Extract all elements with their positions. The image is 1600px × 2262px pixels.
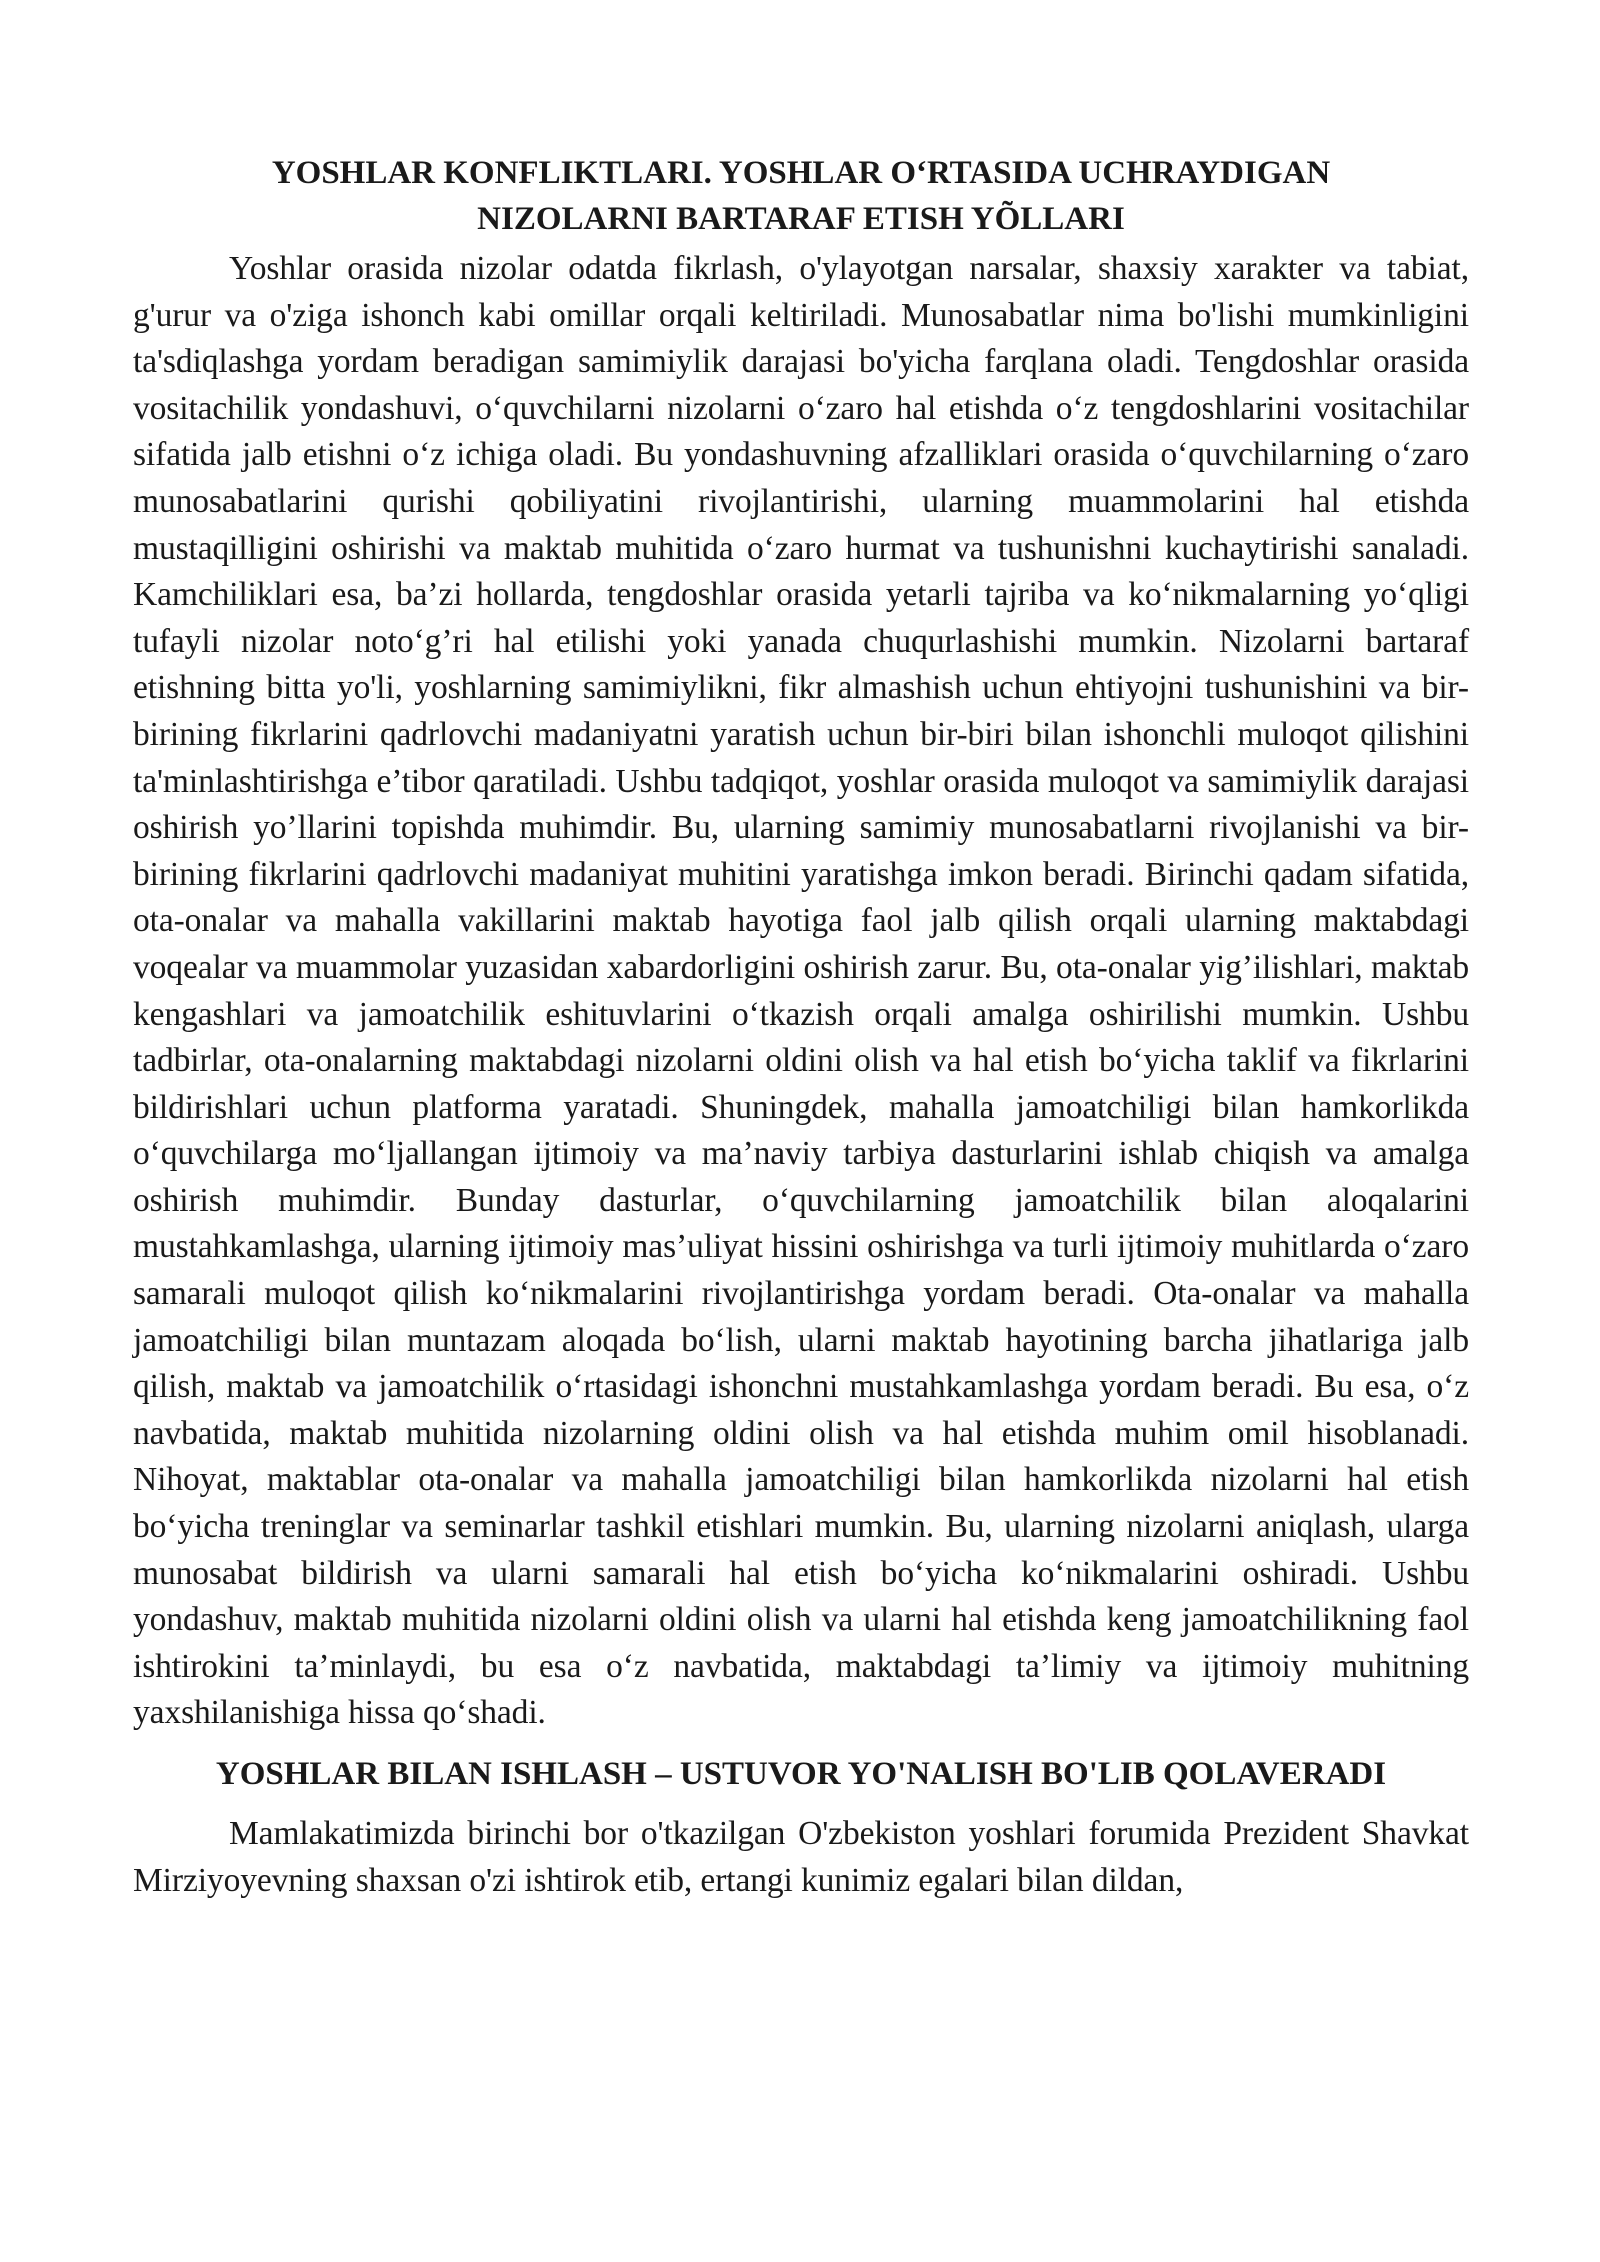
document-title — [133, 150, 1469, 242]
section-heading: YOSHLAR BILAN ISHLASH – USTUVOR YO'NALISH BO'LIB QOLAVERADI — [215, 1756, 1387, 1792]
document-page — [133, 150, 1469, 1904]
body-paragraph-1: Yoshlar orasida nizolar odatda fikrlash, o'ylayotgan narsalar, shaxsiy xarakter va tabiat, g'urur va o'ziga ishonch kabi omillar orqali keltiriladi. Munosabatlar nima bo'lishi mumkinligini ta'sdiqlashga yordam beradigan samimiylik darajasi bo'yicha farqlana oladi. Tengdoshlar orasida vositachilik yondashuvi, o‘quvchilarni nizolarni o‘zaro hal etishda o‘z tengdoshlarini vositachilar sifatida jalb etishni o‘z ichiga oladi. Bu yondashuvning afzalliklari orasida o‘quvchilarning o‘zaro munosabatlarini qurishi qobiliyatini rivojlantirishi, ularning muammolarini hal etishda mustaqilligini oshirishi va maktab muhitida o‘zaro hurmat va tushunishni kuchaytirishi sanaladi. Kamchiliklari esa, ba’zi hollarda, tengdoshlar orasida yetarli tajriba va ko‘nikmalarning yo‘qligi tufayli nizolar noto‘g’ri hal etilishi yoki yanada chuqurlashishi mumkin. Nizolarni bartaraf etishning bitta yo'li, yoshlarning samimiylikni, fikr almashish uchun ehtiyojni tushunishini va bir-birining fikrlarini qadrlovchi madaniyatni yaratish uchun bir-biri bilan ishonchli muloqot qilishini ta'minlashtirishga e’tibor qaratiladi. Ushbu tadqiqot, yoshlar orasida muloqot va samimiylik darajasi oshirish yo’llarini topishda muhimdir. Bu, ularning samimiy munosabatlarni rivojlanishi va bir-birining fikrlarini qadrlovchi madaniyat muhitini yaratishga imkon beradi. Birinchi qadam sifatida, ota-onalar va mahalla vakillarini maktab hayotiga faol jalb qilish orqali ularning maktabdagi voqealar va muammolar yuzasidan xabardorligini oshirish zarur. Bu, ota-onalar yig’ilishlari, maktab kengashlari va jamoatchilik eshituvlarini o‘tkazish orqali amalga oshirilishi mumkin. Ushbu tadbirlar, ota-onalarning maktabdagi nizolarni oldini olish va hal etish bo‘yicha taklif va fikrlarini bildirishlari uchun platforma yaratadi. Shuningdek, mahalla jamoatchiligi bilan hamkorlikda o‘quvchilarga mo‘ljallangan ijtimoiy va ma’naviy tarbiya dasturlarini ishlab chiqish va amalga oshirish muhimdir. Bunday dasturlar, o‘quvchilarning jamoatchilik bilan aloqalarini mustahkamlashga, ularning ijtimoiy mas’uliyat hissini oshirishga va turli ijtimoiy muhitlarda o‘zaro samarali muloqot qilish ko‘nikmalarini rivojlantirishga yordam beradi. Ota-onalar va mahalla jamoatchiligi bilan muntazam aloqada bo‘lish, ularni maktab hayotining barcha jihatlariga jalb qilish, maktab va jamoatchilik o‘rtasidagi ishonchni mustahkamlashga yordam beradi. Bu esa, o‘z navbatida, maktab muhitida nizolarning oldini olish va hal etishda muhim omil hisoblanadi. Nihoyat, maktablar ota-onalar va mahalla jamoatchiligi bilan hamkorlikda nizolarni hal etish bo‘yicha treninglar va seminarlar tashkil etishlari mumkin. Bu, ularning nizolarni aniqlash, ularga munosabat bildirish va ularni samarali hal etish bo‘yicha ko‘nikmalarini oshiradi. Ushbu yondashuv, maktab muhitida nizolarni oldini olish va ularni hal etishda keng jamoatchilikning faol ishtirokini ta’minlaydi, bu esa o‘z navbatida, maktabdagi ta’limiy va ijtimoiy muhitning yaxshilanishiga hissa qo‘shadi. — [133, 250, 1469, 1732]
body-paragraph-2: Mamlakatimizda birinchi bor o'tkazilgan O'zbekiston yoshlari forumida Prezident Shavkat Mirziyoyevning shaxsan o'zi ishtirok etib, ertangi kunimiz egalari bilan dildan, — [133, 1815, 1469, 1899]
document-title-line-2: NIZOLARNI BARTARAF ETISH YÕLLARI — [477, 201, 1125, 237]
document-title-line-1: YOSHLAR KONFLIKTLARI. YOSHLAR O‘RTASIDA UCHRAYDIGAN — [271, 155, 1331, 191]
